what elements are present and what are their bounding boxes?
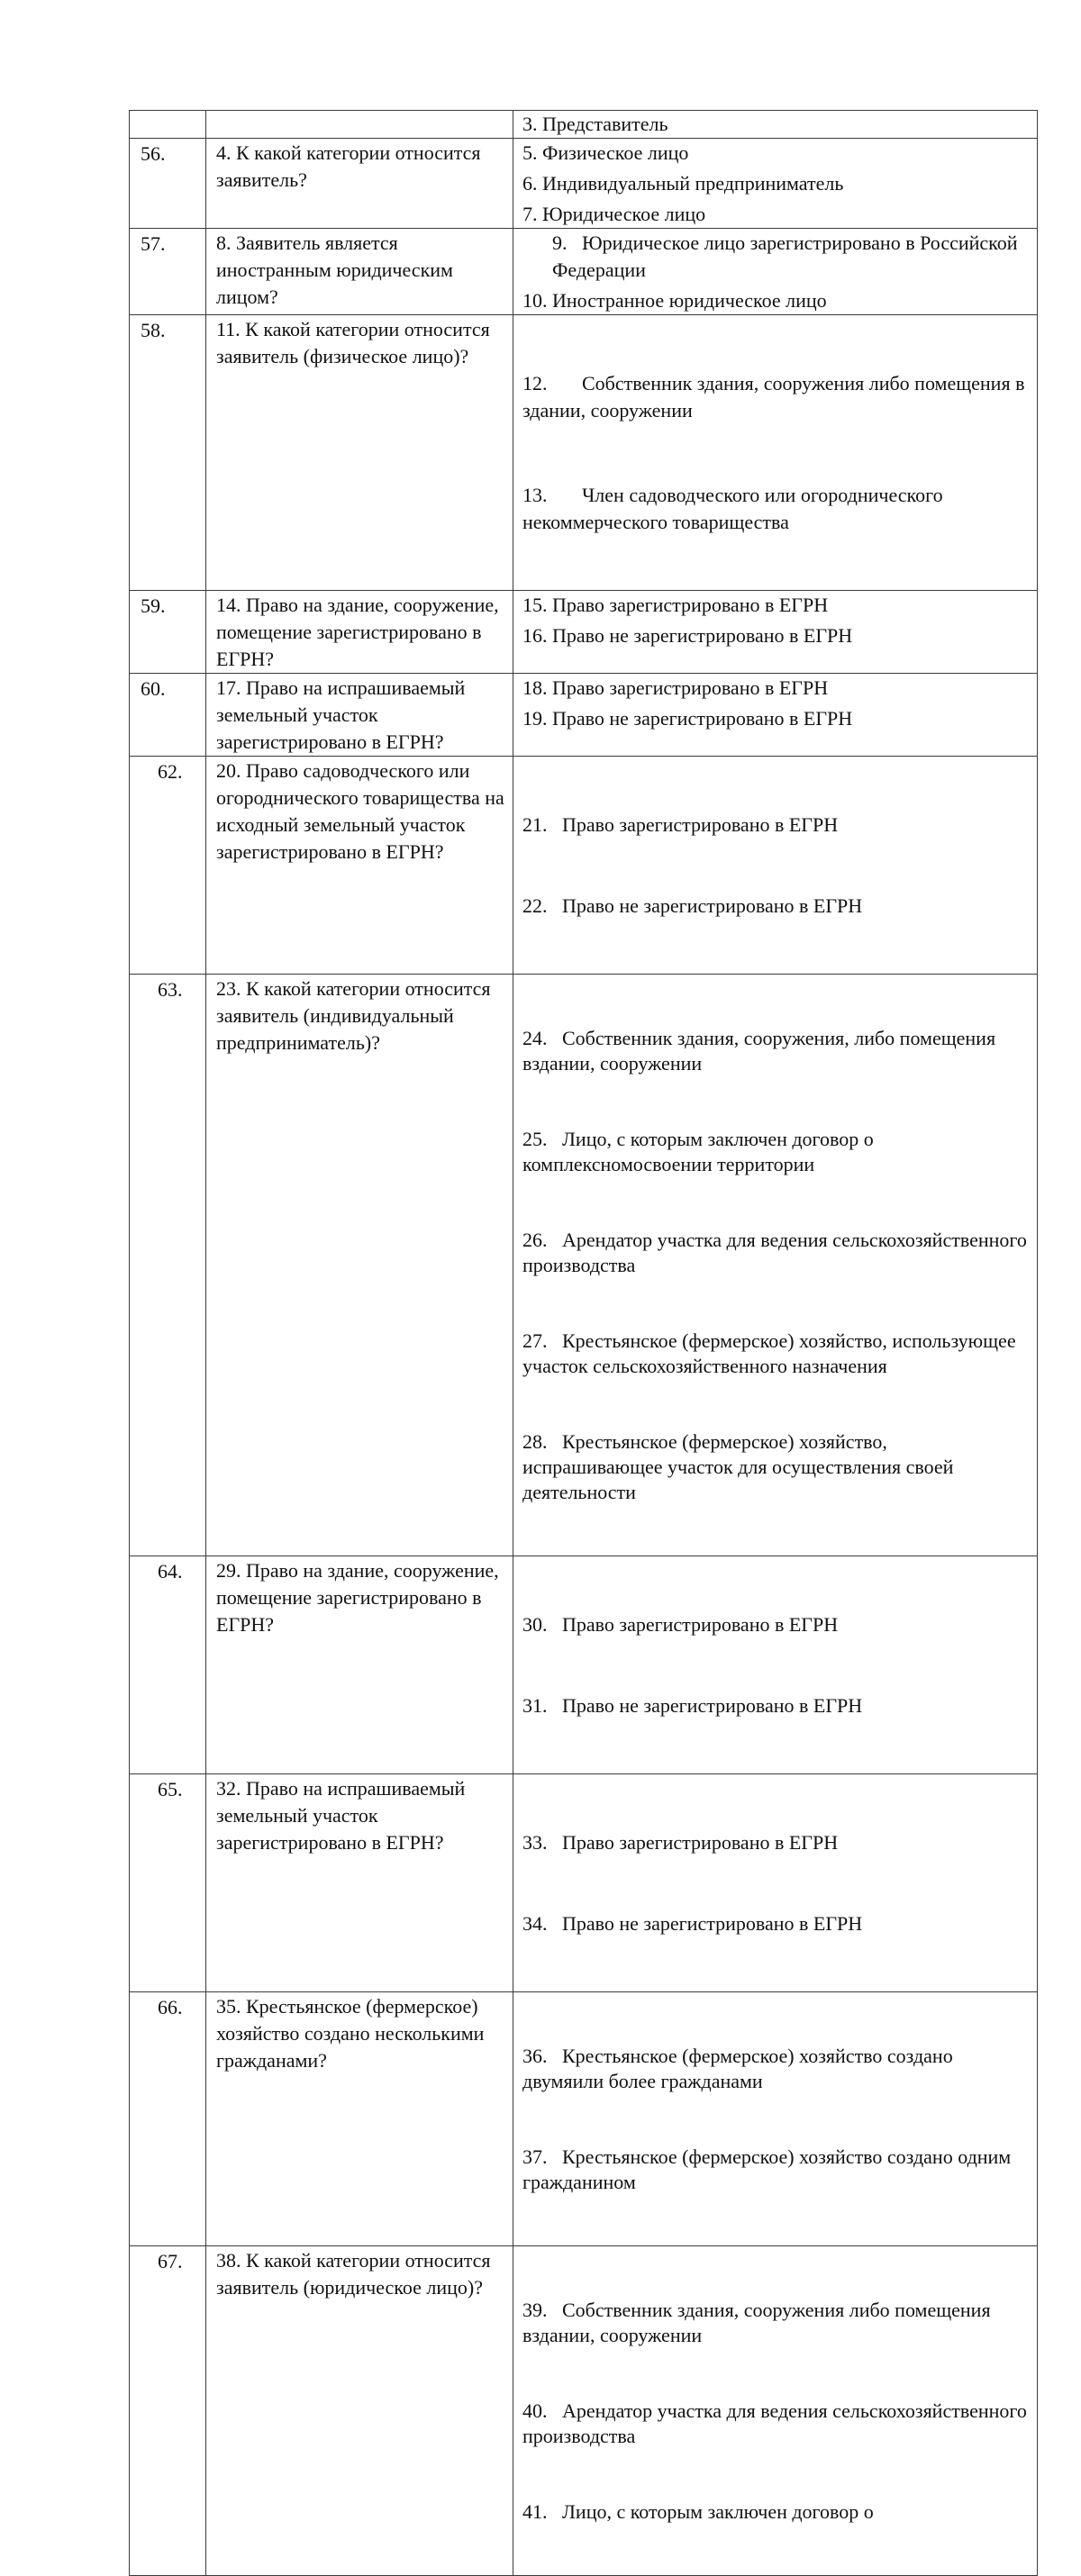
- row-number: 60.: [141, 677, 166, 700]
- answer-option: 30. Право зарегистрировано в ЕГРН: [522, 1613, 839, 1636]
- row-number-cell: [130, 674, 206, 757]
- table-row: [130, 1992, 1038, 2246]
- answer-option: 12. Собственник здания, сооружения либо помещения в здании, сооружении: [522, 372, 1030, 422]
- question-cell: [206, 1556, 513, 1774]
- table-row: [130, 757, 1038, 975]
- questions-table: [129, 110, 1038, 2576]
- answer-option: 13. Член садоводческого или огороднического некоммерческого товарищества: [522, 484, 949, 533]
- row-number-cell: [130, 139, 206, 229]
- answers-cell: [513, 757, 1038, 975]
- question-text: 35. Крестьянское (фермерское) хозяйство создано несколькими гражданами?: [216, 1995, 485, 2072]
- answer-option: 6. Индивидуальный предприниматель: [522, 172, 844, 195]
- question-text: 32. Право на испрашиваемый земельный участок зарегистрировано в ЕГРН?: [216, 1777, 466, 1854]
- table-row: [130, 229, 1038, 315]
- row-number-cell: [130, 111, 206, 139]
- row-number-cell: [130, 229, 206, 315]
- answer-option: 37. Крестьянское (фермерское) хозяйство создано одним гражданином: [522, 2145, 1016, 2193]
- row-number: 64.: [158, 1560, 183, 1583]
- answer-option: 21. Право зарегистрировано в ЕГРН: [522, 813, 839, 836]
- row-number: 63.: [158, 978, 183, 1001]
- question-cell: [206, 315, 513, 591]
- question-cell: [206, 757, 513, 975]
- answers-cell: [513, 2246, 1038, 2576]
- question-text: [206, 111, 513, 112]
- question-text: 11. К какой категории относится заявитель (физическое лицо)?: [216, 318, 490, 367]
- row-number: 67.: [158, 2250, 183, 2272]
- answer-option: 41. Лицо, с которым заключен договор о: [522, 2500, 874, 2523]
- row-number: 65.: [158, 1778, 183, 1800]
- row-number-cell: [130, 1556, 206, 1774]
- answer-option: 33. Право зарегистрировано в ЕГРН: [522, 1831, 839, 1854]
- row-number: 62.: [158, 760, 183, 783]
- answers-cell: [513, 111, 1038, 139]
- answers-cell: [513, 975, 1038, 1556]
- table-row: [130, 1556, 1038, 1774]
- question-text: 17. Право на испрашиваемый земельный участок зарегистрировано в ЕГРН?: [216, 676, 466, 753]
- question-text: 8. Заявитель является иностранным юридическим лицом?: [216, 231, 453, 308]
- answer-option: 27. Крестьянское (фермерское) хозяйство, использующее участок сельскохозяйственного назначения: [522, 1329, 1022, 1377]
- table-row: [130, 2246, 1038, 2576]
- answers-cell: [513, 229, 1038, 315]
- answer-option: 18. Право зарегистрировано в ЕГРН: [522, 676, 829, 699]
- question-text: 14. Право на здание, сооружение, помещение зарегистрировано в ЕГРН?: [216, 594, 499, 670]
- question-text: 20. Право садоводческого или огороднического товарищества на исходный земельный участок зарегистрировано в ЕГРН?: [216, 759, 504, 863]
- table-row: [130, 111, 1038, 139]
- row-number: 59.: [141, 594, 166, 617]
- answer-option: 25. Лицо, с которым заключен договор о комплексномосвоении территории: [522, 1128, 879, 1175]
- answer-option: 10. Иностранное юридическое лицо: [522, 289, 827, 312]
- question-text: 38. К какой категории относится заявитель (юридическое лицо)?: [216, 2249, 491, 2299]
- question-cell: [206, 229, 513, 315]
- question-cell: [206, 674, 513, 757]
- answers-cell: [513, 1556, 1038, 1774]
- table-row: [130, 139, 1038, 229]
- question-cell: [206, 975, 513, 1556]
- answer-option: 36. Крестьянское (фермерское) хозяйство создано двумяили более гражданами: [522, 2045, 958, 2092]
- answers-cell: [513, 1774, 1038, 1992]
- question-text: 23. К какой категории относится заявитель (индивидуальный предприниматель)?: [216, 977, 491, 1054]
- row-number-cell: [130, 591, 206, 674]
- answer-option: 39. Собственник здания, сооружения либо помещения вздании, сооружении: [522, 2299, 996, 2346]
- row-number-cell: [130, 2246, 206, 2576]
- question-cell: [206, 139, 513, 229]
- row-number: 57.: [141, 232, 166, 255]
- question-cell: [206, 1774, 513, 1992]
- row-number-cell: [130, 315, 206, 591]
- answers-cell: [513, 591, 1038, 674]
- table-row: [130, 1774, 1038, 1992]
- row-number: [130, 111, 205, 113]
- question-cell: [206, 1992, 513, 2246]
- question-cell: [206, 2246, 513, 2576]
- answer-option: 34. Право не зарегистрировано в ЕГРН: [522, 1912, 863, 1935]
- row-number-cell: [130, 975, 206, 1556]
- row-number: 58.: [141, 319, 166, 341]
- answers-cell: [513, 139, 1038, 229]
- answer-option: 9. Юридическое лицо зарегистрировано в Российской Федерации: [552, 231, 1023, 281]
- row-number-cell: [130, 1774, 206, 1992]
- answer-option: 28. Крестьянское (фермерское) хозяйство, испрашивающее участок для осуществления своей деятельности: [522, 1430, 958, 1503]
- answer-option: 31. Право не зарегистрировано в ЕГРН: [522, 1694, 863, 1717]
- answer-option: 5. Физическое лицо: [522, 141, 689, 164]
- answer-option: 22. Право не зарегистрировано в ЕГРН: [522, 894, 863, 917]
- question-text: 29. Право на здание, сооружение, помещение зарегистрировано в ЕГРН?: [216, 1559, 499, 1636]
- answer-option: 3. Представитель: [522, 113, 668, 135]
- answer-option: 19. Право не зарегистрировано в ЕГРН: [522, 707, 853, 730]
- table-row: [130, 975, 1038, 1556]
- table-row: [130, 591, 1038, 674]
- row-number-cell: [130, 1992, 206, 2246]
- answer-option: 16. Право не зарегистрировано в ЕГРН: [522, 624, 853, 647]
- answer-option: 15. Право зарегистрировано в ЕГРН: [522, 594, 829, 616]
- question-cell: [206, 591, 513, 674]
- row-number: 66.: [158, 1996, 183, 2018]
- answer-option: 40. Арендатор участка для ведения сельскохозяйственного производства: [522, 2399, 1032, 2447]
- table-row: [130, 315, 1038, 591]
- row-number: 56.: [141, 142, 166, 165]
- answer-option: 7. Юридическое лицо: [522, 203, 706, 225]
- answers-cell: [513, 674, 1038, 757]
- answers-cell: [513, 315, 1038, 591]
- row-number-cell: [130, 757, 206, 975]
- table-row: [130, 674, 1038, 757]
- answers-cell: [513, 1992, 1038, 2246]
- question-cell: [206, 111, 513, 139]
- answer-option: 26. Арендатор участка для ведения сельскохозяйственного производства: [522, 1229, 1032, 1276]
- answer-option: 24. Собственник здания, сооружения, либо помещения вздании, сооружении: [522, 1027, 1001, 1075]
- question-text: 4. К какой категории относится заявитель?: [216, 141, 481, 191]
